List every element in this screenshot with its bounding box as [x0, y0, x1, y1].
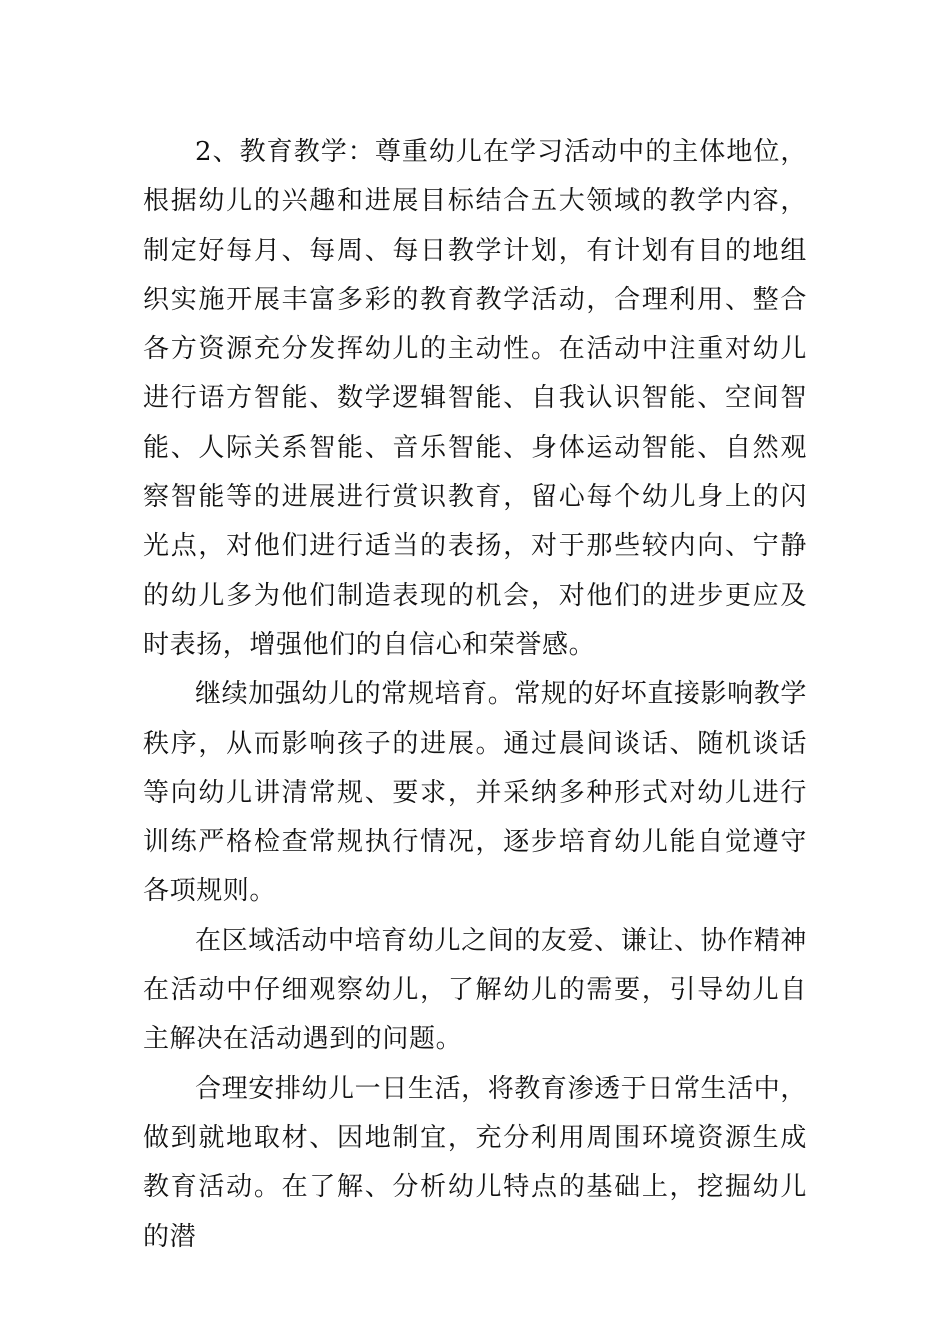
paragraph-area-activities: 在区域活动中培育幼儿之间的友爱、谦让、协作精神在活动中仔细观察幼儿，了解幼儿的需要，引导幼儿自主解决在活动遇到的问题。: [143, 925, 807, 1055]
paragraph-daily-life: 合理安排幼儿一日生活，将教育渗透于日常生活中，做到就地取材、因地制宜，充分利用周围环境资源生成教育活动。在了解、分析幼儿特点的基础上，挖掘幼儿的潜: [143, 1073, 807, 1252]
paragraph-routine-training: 继续加强幼儿的常规培育。常规的好坏直接影响教学秩序，从而影响孩子的进展。通过晨间谈话、随机谈话等向幼儿讲清常规、要求，并采纳多种形式对幼儿进行训练严格检查常规执行情况，逐步培育幼儿能自觉遵守各项规则。: [143, 679, 807, 907]
document-body: [143, 128, 807, 1262]
paragraph-teaching: 2、教育教学：尊重幼儿在学习活动中的主体地位，根据幼儿的兴趣和进展目标结合五大领域的教学内容，制定好每月、每周、每日教学计划，有计划有目的地组织实施开展丰富多彩的教育教学活动，合理利用、整合各方资源充分发挥幼儿的主动性。在活动中注重对幼儿进行语方智能、数学逻辑智能、自我认识智能、空间智能、人际关系智能、音乐智能、身体运动智能、自然观察智能等的进展进行赏识教育，留心每个幼儿身上的闪光点，对他们进行适当的表扬，对于那些较内向、宁静的幼儿多为他们制造表现的机会，对他们的进步更应及时表扬，增强他们的自信心和荣誉感。: [143, 137, 807, 660]
